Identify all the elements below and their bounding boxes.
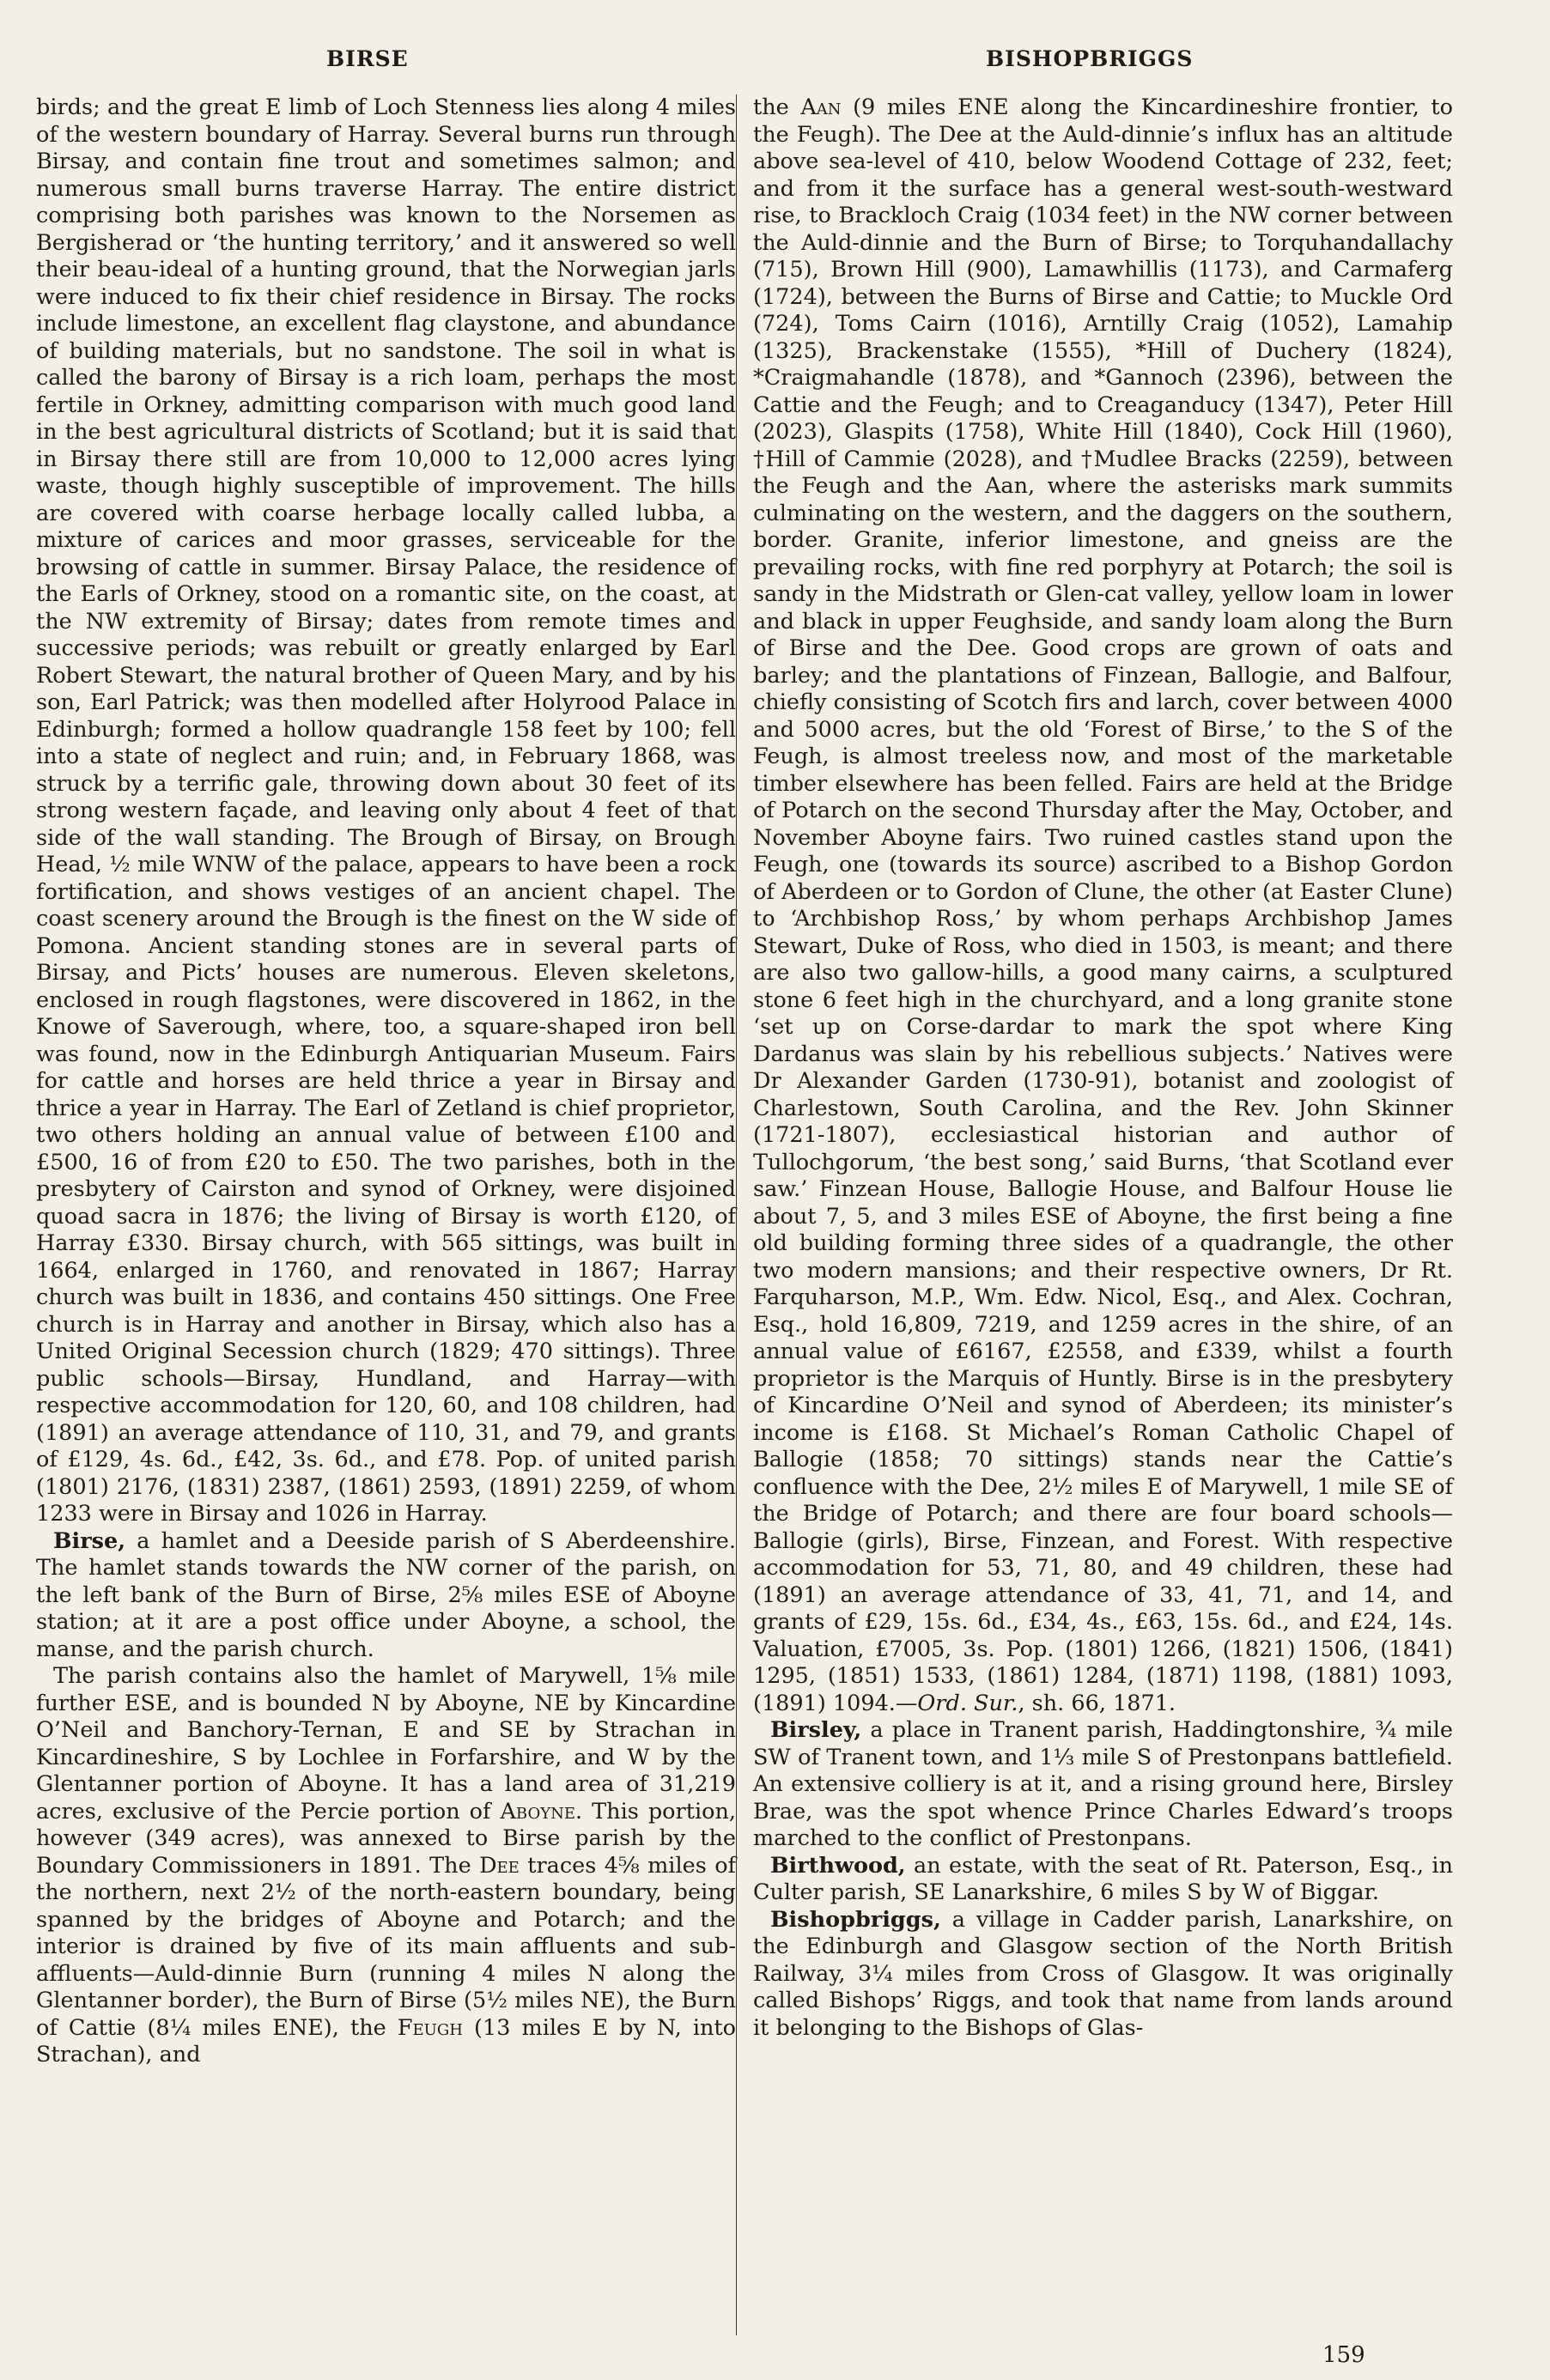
text-run: (13 miles E by N, into Strachan), and — [36, 2014, 736, 2067]
entry-text: a hamlet and a Deeside parish of S Aberdeenshire. The hamlet stands towards the NW corner of the parish, on the left bank of the Burn of Birse, 2⅝ miles ESE of Aboyne station; at it are a post office under Aboyne, a school, the manse, and the parish church. — [36, 1527, 736, 1662]
entry-headword: Birthwood, — [770, 1852, 906, 1879]
right-column — [753, 94, 1453, 2042]
reference-abbrev: Ord. Sur. — [917, 1690, 1018, 1716]
running-head-right: BISHOPBRIGGS — [986, 46, 1194, 71]
paragraph-birse-continued — [753, 94, 1453, 1717]
cross-reference: Feugh — [397, 2014, 463, 2041]
paragraph-birse-parish — [36, 1663, 736, 2069]
entry-birsley — [753, 1717, 1453, 1853]
text-run: traces 4⅝ miles of the northern, next 2½ of the north-eastern boundary, being spanned by the bridges of Aboyne and Potarch; and the interior is drained by five of its main affluents and sub-affluents—Auld-dinnie Burn (running 4 miles N along the Glentanner border), the Burn of Birse (5½ miles NE), the Burn of Cattie (8¼ miles ENE), the — [36, 1852, 736, 2041]
entry-text: a place in Tranent parish, Haddingtonshire, ¾ mile SW of Tranent town, and 1⅓ mile S of Prestonpans battlefield. An extensive colliery is at it, and a rising ground here, Birsley Brae, was the spot whence Prince Charles Edward’s troops marched to the conflict of Prestonpans. — [753, 1717, 1453, 1851]
left-column — [36, 94, 736, 2069]
entry-text: an estate, with the seat of Rt. Paterson, Esq., in Culter parish, SE Lanarkshire, 6 miles S by W of Biggar. — [753, 1852, 1453, 1905]
entry-bishopbriggs — [753, 1907, 1453, 2043]
entry-birthwood — [753, 1853, 1453, 1907]
entry-headword: Birsley, — [770, 1717, 862, 1743]
column-divider — [736, 94, 737, 2335]
entry-text: a village in Cadder parish, Lanarkshire, on the Edinburgh and Glasgow section of the North British Railway, 3¼ miles from Cross of Glasgow. It was originally called Bishops’ Riggs, and took that name from lands around it belonging to the Bishops of Glas- — [753, 1906, 1453, 2041]
page-number: 159 — [1322, 2342, 1365, 2368]
paragraph-birsay-continued: birds; and the great E limb of Loch Stenness lies along 4 miles of the western boundary of Harray. Several burns run through Birsay, and contain fine trout and sometimes salmon; and numerous small burns traverse Harray. The entire district comprising both parishes was known to the Norsemen as Bergisherad or ‘the hunting territory,’ and it answered so well their beau-ideal of a hunting ground, that the Norwegian jarls were induced to fix their chief residence in Birsay. The rocks include limestone, an excellent flag claystone, and abundance of building materials, but no sandstone. The soil in what is called the barony of Birsay is a rich loam, perhaps the most fertile in Orkney, admitting comparison with much good land in the best agricultural districts of Scotland; but it is said that in Birsay there still are from 10,000 to 12,000 acres lying waste, though highly susceptible of improvement. The hills are covered with coarse herbage locally called lubba, a mixture of carices and moor grasses, serviceable for the browsing of cattle in summer. Birsay Palace, the residence of the Earls of Orkney, stood on a romantic site, on the coast, at the NW extremity of Birsay; dates from remote times and successive periods; was rebuilt or greatly enlarged by Earl Robert Stewart, the natural brother of Queen Mary, and by his son, Earl Patrick; was then modelled after Holyrood Palace in Edinburgh; formed a hollow quadrangle 158 feet by 100; fell into a state of neglect and ruin; and, in February 1868, was struck by a terrific gale, throwing down about 30 feet of its strong western façade, and leaving only about 4 feet of that side of the wall standing. The Brough of Birsay, on Brough Head, ½ mile WNW of the palace, appears to have been a rock fortification, and shows vestiges of an ancient chapel. The coast scenery around the Brough is the finest on the W side of Pomona. Ancient standing stones are in several parts of Birsay, and Picts’ houses are numerous. Eleven skeletons, enclosed in rough flagstones, were discovered in 1862, in the Knowe of Saverough, where, too, a square-shaped iron bell was found, now in the Edinburgh Antiquarian Museum. Fairs for cattle and horses are held thrice a year in Birsay and thrice a year in Harray. The Earl of Zetland is chief proprietor, two others holding an annual value of between £100 and £500, 16 of from £20 to £50. The two parishes, both in the presbytery of Cairston and synod of Orkney, were disjoined quoad sacra in 1876; the living of Birsay is worth £120, of Harray £330. Birsay church, with 565 sittings, was built in 1664, enlarged in 1760, and renovated in 1867; Harray church was built in 1836, and contains 450 sittings. One Free church is in Harray and another in Birsay, which also has a United Original Secession church (1829; 470 sittings). Three public schools—Birsay, Hundland, and Harray—with respective accommodation for 120, 60, and 108 children, had (1891) an average attendance of 110, 31, and 79, and grants of £129, 4s. 6d., £42, 3s. 6d., and £78. Pop. of united parish (1801) 2176, (1831) 2387, (1861) 2593, (1891) 2259, of whom 1233 were in Birsay and 1026 in Harray. — [36, 94, 736, 1527]
cross-reference: Aboyne — [500, 1798, 575, 1824]
entry-headword: Bishopbriggs, — [770, 1906, 941, 1933]
entry-headword: Birse, — [53, 1527, 126, 1554]
cross-reference: Dee — [479, 1852, 520, 1879]
text-run: the — [753, 94, 801, 120]
text-run: (9 miles ENE along the Kincardineshire frontier, to the Feugh). The Dee at the Auld-dinnie’s influx has an altitude above sea-level of 410, below Woodend Cottage of 232, feet; and from it the surface has a general west-south-westward rise, to Brackloch Craig (1034 feet) in the NW corner between the Auld-dinnie and the Burn of Birse; to Torquhandallachy (715), Brown Hill (900), Lamawhillis (1173), and Carmaferg (1724), between the Burns of Birse and Cattie; to Muckle Ord (724), Toms Cairn (1016), Arntilly Craig (1052), Lamahip (1325), Brackenstake (1555), *Hill of Duchery (1824), *Craigmahandle (1878), and *Gannoch (2396), between the Cattie and the Feugh; and to Creaganducy (1347), Peter Hill (2023), Glaspits (1758), White Hill (1840), Cock Hill (1960), †Hill of Cammie (2028), and †Mudlee Bracks (2259), between the Feugh and the Aan, where the asterisks mark summits culminating on the western, and the daggers on the southern, border. Granite, inferior limestone, and gneiss are the prevailing rocks, with fine red porphyry at Potarch; the soil is sandy in the Midstrath or Glen-cat valley, yellow loam in lower and black in upper Feughside, and sandy loam along the Burn of Birse and the Dee. Good crops are grown of oats and barley; and the plantations of Finzean, Ballogie, and Balfour, chiefly consisting of Scotch firs and larch, cover between 4000 and 5000 acres, but the old ‘Forest of Birse,’ to the S of the Feugh, is almost treeless now, and most of the marketable timber elsewhere has been felled. Fairs are held at the Bridge of Potarch on the second Thursday after the May, October, and November Aboyne fairs. Two ruined castles stand upon the Feugh, one (towards its source) ascribed to a Bishop Gordon of Aberdeen or to Gordon of Clune, the other (at Easter Clune) to ‘Archbishop Ross,’ by whom perhaps Archbishop James Stewart, Duke of Ross, who died in 1503, is meant; and there are also two gallow-hills, a good many cairns, a sculptured stone 6 feet high in the churchyard, and a long granite stone ‘set up on Corse-dardar to mark the spot where King Dardanus was slain by his rebellious subjects.’ Natives were Dr Alexander Garden (1730-91), botanist and zoologist of Charlestown, South Carolina, and the Rev. John Skinner (1721-1807), ecclesiastical historian and author of Tullochgorum, ‘the best song,’ said Burns, ‘that Scotland ever saw.’ Finzean House, Ballogie House, and Balfour House lie about 7, 5, and 3 miles ESE of Aboyne, the first being a fine old building forming three sides of a quadrangle, the other two modern mansions; and their respective owners, Dr Rt. Farquharson, M.P., Wm. Edw. Nicol, Esq., and Alex. Cochran, Esq., hold 16,809, 7219, and 1259 acres in the shire, of an annual value of £6167, £2558, and £339, whilst a fourth proprietor is the Marquis of Huntly. Birse is in the presbytery of Kincardine O’Neil and synod of Aberdeen; its minister’s income is £168. St Michael’s Roman Catholic Chapel of Ballogie (1858; 70 sittings) stands near the Cattie’s confluence with the Dee, 2½ miles E of Marywell, 1 mile SE of the Bridge of Potarch; and there are four board schools—Ballogie (girls), Birse, Finzean, and Forest. With respective accommodation for 53, 71, 80, and 49 children, these had (1891) an average attendance of 33, 41, 71, and 14, and grants of £29, 15s. 6d., £34, 4s., £63, 15s. 6d., and £24, 14s. Valuation, £7005, 3s. Pop. (1801) 1266, (1821) 1506, (1841) 1295, (1851) 1533, (1861) 1284, (1871) 1198, (1881) 1093, (1891) 1094.— — [753, 94, 1453, 1716]
text-run: , sh. 66, 1871. — [1018, 1690, 1176, 1716]
text-run: . This portion, however (349 acres), was annexed to Birse parish by the Boundary Commissioners in 1891. The — [36, 1798, 736, 1879]
text-run: The parish contains also the hamlet of Marywell, 1⅝ mile further ESE, and is bounded N by Aboyne, NE by Kincardine O’Neil and Banchory-Ternan, E and SE by Strachan in Kincardineshire, S by Lochlee in Forfarshire, and W by the Glentanner portion of Aboyne. It has a land area of 31,219 acres, exclusive of the Percie portion of — [36, 1663, 736, 1824]
cross-reference: Aan — [800, 94, 842, 120]
entry-birse — [36, 1528, 736, 1664]
running-head-left: BIRSE — [326, 46, 409, 71]
